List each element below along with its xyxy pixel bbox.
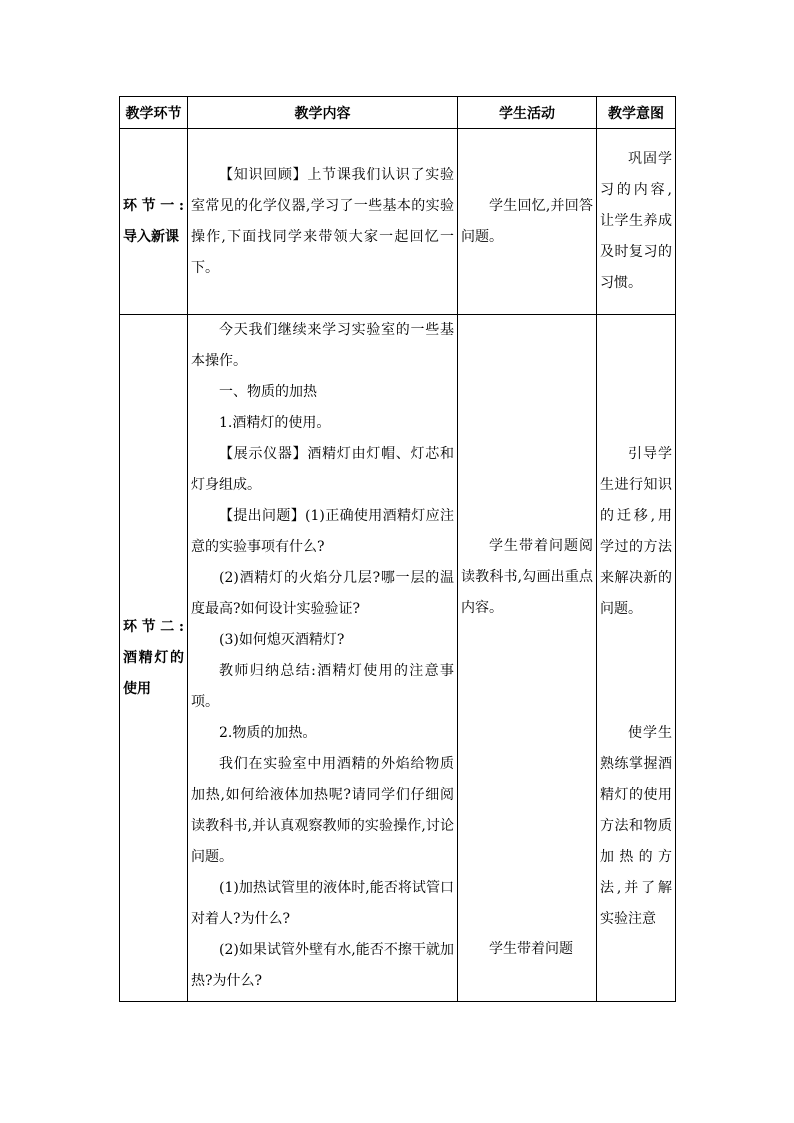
content-paragraph: 【知识回顾】上节课我们认识了实验室常见的化学仪器,学习了一些基本的实验操作,下面找同学来带领大家一起回忆一下。	[191, 166, 454, 276]
header-activity: 学生活动	[458, 97, 597, 129]
intent-cell	[597, 315, 676, 1002]
header-stage: 教学环节	[120, 97, 188, 129]
stage-label: 环节一:导入新课	[123, 197, 184, 245]
intent-cell	[597, 129, 676, 315]
content-cell	[188, 129, 458, 315]
activity-cell	[458, 129, 597, 315]
content-paragraph: (1)加热试管里的液体时,能否将试管口对着人?为什么?	[191, 880, 454, 927]
activity-cell	[458, 315, 597, 1002]
stage-cell	[120, 129, 188, 315]
content-paragraph: (3)如何熄灭酒精灯?	[219, 632, 345, 648]
content-paragraph: 教师归纳总结:酒精灯使用的注意事项。	[191, 663, 454, 710]
table-row	[120, 315, 676, 1002]
table-row	[120, 129, 676, 315]
content-cell	[188, 315, 458, 1002]
intent-text: 巩固学习的内容,让学生养成及时复习的习惯。	[600, 151, 672, 291]
content-paragraph: 2.物质的加热。	[219, 725, 317, 741]
lesson-plan-table	[119, 96, 676, 1002]
activity-text: 学生带着问题	[489, 941, 573, 957]
content-paragraph: 一、物质的加热	[219, 384, 317, 400]
stage-label: 环节二:酒精灯的使用	[123, 618, 184, 697]
stage-cell	[120, 315, 188, 1002]
content-paragraph: (2)酒精灯的火焰分几层?哪一层的温度最高?如何设计实验验证?	[191, 570, 454, 617]
intent-text: 引导学生进行知识的迁移,用学过的方法来解决新的问题。	[600, 446, 672, 617]
content-paragraph: (2)如果试管外壁有水,能否不擦干就加热?为什么?	[191, 942, 454, 989]
activity-text: 学生带着问题阅读教科书,勾画出重点内容。	[461, 538, 593, 616]
header-content: 教学内容	[188, 97, 458, 129]
content-paragraph: 【展示仪器】酒精灯由灯帽、灯芯和灯身组成。	[191, 446, 454, 493]
content-paragraph: 1.酒精灯的使用。	[219, 415, 331, 431]
intent-text: 使学生熟练掌握酒精灯的使用方法和物质加热的方法,并了解实验注意	[600, 725, 672, 927]
activity-text: 学生回忆,并回答问题。	[461, 197, 593, 245]
header-row	[120, 97, 676, 129]
header-intent: 教学意图	[597, 97, 676, 129]
content-paragraph: 我们在实验室中用酒精的外焰给物质加热,如何给液体加热呢?请同学们仔细阅读教科书,并认真观察教师的实验操作,讨论问题。	[191, 756, 454, 865]
content-paragraph: 【提出问题】(1)正确使用酒精灯应注意的实验事项有什么?	[191, 508, 454, 555]
content-paragraph: 今天我们继续来学习实验室的一些基本操作。	[191, 322, 454, 369]
